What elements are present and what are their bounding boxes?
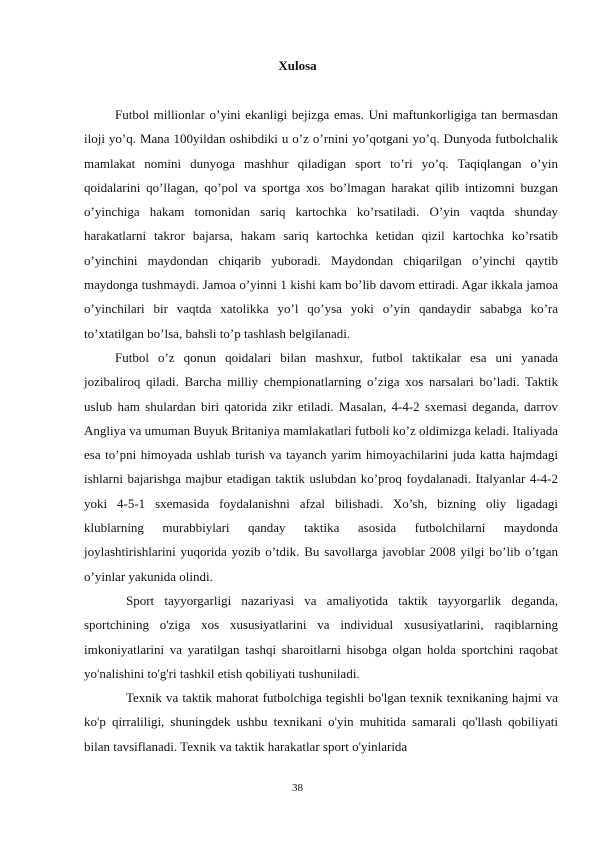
paragraph-2: Futbol o’z qonun qoidalari bilan mashxur, futbol taktikalar esa uni yanada jozibaliroq qiladi. Barcha milliy chempionatlarning o’ziga xos narsalari bo’ladi. Taktik uslub ham shulardan biri qatorida zikr etiladi. Masalan, 4-4-2 sxemasi deganda, darrov Angliya va umuman Buyuk Britaniya mamlakatlari futboli ko’z oldimizga keladi. Italiyada esa to’pni himoyada ushlab turish va tayanch yarim himoyachilarini juda katta hajmdagi ishlarni bajarishga majbur etadigan taktik uslubdan ko’proq foydalanadi. Italyanlar 4-4-2 yoki 4-5-1 sxemasida foydalanishni afzal bilishadi. Xo’sh, bizning oliy ligadagi klublarning murabbiylari qanday taktika asosida futbolchilarni maydonda joylashtirishlarini yuqorida yozib o’tdik. Bu savollarga javoblar 2008 yilgi bo’lib o’tgan o’yinlar yakunida olindi. [84,349,559,584]
paragraph-1: Futbol millionlar o’yini ekanligi bejizga emas. Uni maftunkorligiga tan bermasdan iloji yo’q. Mana 100yildan oshibdiki u o’z o’rnini yo’qotgani yo’q. Dunyoda futbolchalik mamlakat nomini dunyoga mashhur qiladigan sport to’ri yo’q. Taqiqlangan o’yin qoidalarini qo’llagan, qo’pol va sportga xos bo’lmagan harakat qilib intizomni buzgan o’yinchiga hakam tomonidan sariq kartochka ko’rsatiladi. O’yin vaqtda shunday harakatlarni takror bajarsa, hakam sariq kartochka ketidan qizil kartochka ko’rsatib o’yinchini maydondan chiqarib yuboradi. Maydondan chiqarilgan o’yinchi qaytib maydonga tushmaydi. Jamoa o’yinni 1 kishi kam bo’lib davom ettiradi. Agar ikkala jamoa o’yinchilari bir vaqtda xatolikka yo’l qo’ysa yoki o’yin qandaydir sababga ko’ra to’xtatilgan bo’lsa, bahsli to’p tashlash belgilanadi. [84,107,558,341]
page-title: Xulosa [278,58,317,73]
paragraph-3: Sport tayyorgarligi nazariyasi va amaliyotida taktik tayyorgarlik deganda, sportchining o'ziga xos xususiyatlarini va individual xususiyatlarini, raqiblarning imkoniyatlarini va yaratilgan tashqi sharoitlarni hisobga olgan holda sportchini raqobat yo'nalishini to'g'ri tashkil etish qobiliyati tushuniladi. [84,592,558,681]
paragraph-4: Texnik va taktik mahorat futbolchiga tegishli bo'lgan texnik texnikaning hajmi va ko'p qirraliligi, shuningdek ushbu texnikani o'yin muhitida samarali qo'llash qobiliyati bilan tavsiflanadi. Texnik va taktik harakatlar sport o'yinlarida [84,690,558,754]
body-text [84,103,558,759]
page-number: 38 [292,782,303,794]
